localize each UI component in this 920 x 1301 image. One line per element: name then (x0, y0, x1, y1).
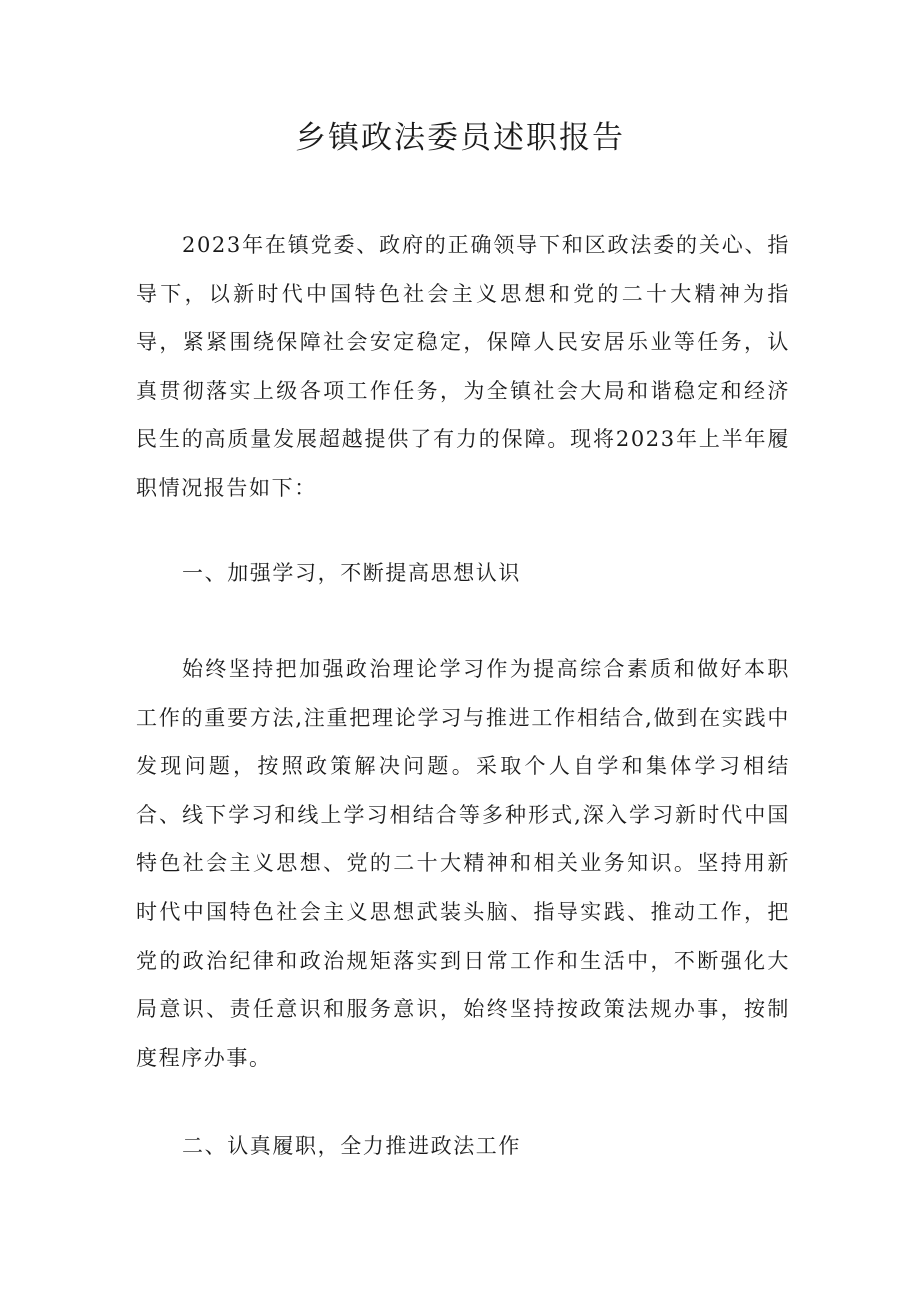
intro-paragraph: 2023年在镇党委、政府的正确领导下和区政法委的关心、指导下，以新时代中国特色社会主义思想和党的二十大精神为指导，紧紧围绕保障社会安定稳定，保障人民安居乐业等任务，认真贯彻落实上级各项工作任务，为全镇社会大局和谐稳定和经济民生的高质量发展超越提供了有力的保障。现将2023年上半年履职情况报告如下： (136, 233, 790, 500)
document-title: 乡镇政法委员述职报告 (295, 120, 625, 156)
section-heading-2: 二、认真履职，全力推进政法工作 (182, 1134, 521, 1158)
section-1-paragraph: 始终坚持把加强政治理论学习作为提高综合素质和做好本职工作的重要方法,注重把理论学习与推进工作相结合,做到在实践中发现问题，按照政策解决问题。采取个人自学和集体学习相结合、线下学习和线上学习相结合等多种形式,深入学习新时代中国特色社会主义思想、党的二十大精神和相关业务知识。坚持用新时代中国特色社会主义思想武装头脑、指导实践、推动工作，把党的政治纪律和政治规矩落实到日常工作和生活中，不断强化大局意识、责任意识和服务意识，始终坚持按政策法规办事，按制度程序办事。 (136, 657, 790, 1070)
section-heading-1: 一、加强学习，不断提高思想认识 (182, 561, 521, 585)
